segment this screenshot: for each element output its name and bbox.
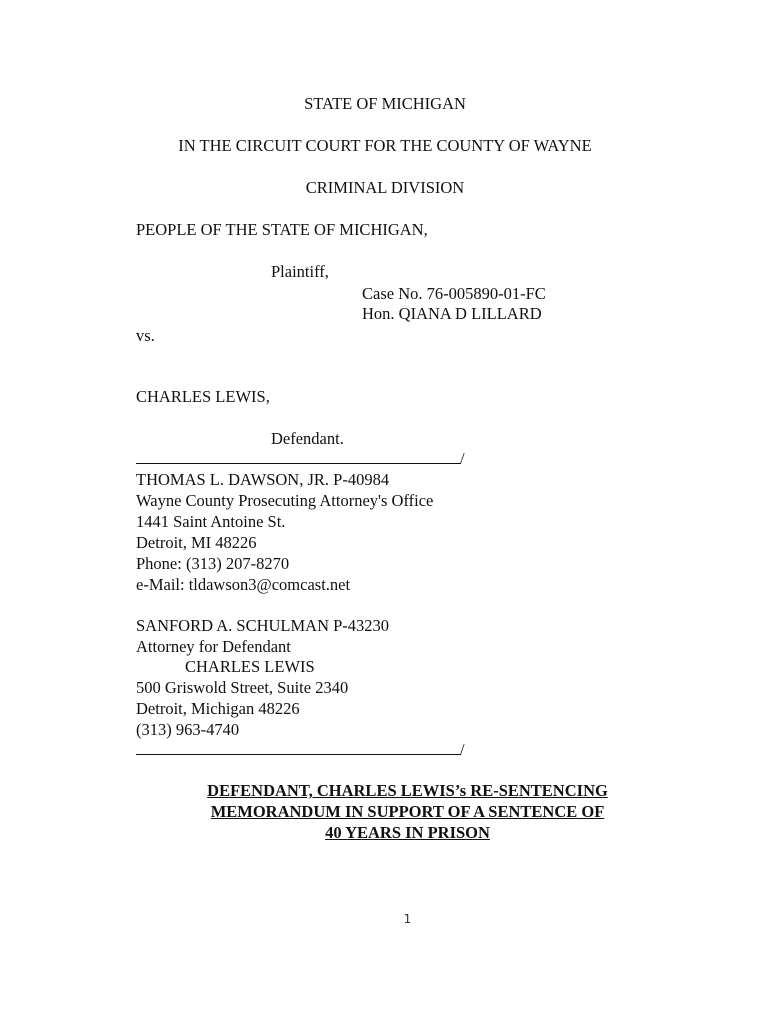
document-title: [150, 780, 665, 843]
defense-client: CHARLES LEWIS: [185, 657, 315, 676]
state-heading: STATE OF MICHIGAN: [304, 94, 466, 113]
case-number: Case No. 76-005890-01-FC: [362, 284, 546, 303]
judge-name: Hon. QIANA D LILLARD: [362, 304, 542, 323]
prosecutor-office: Wayne County Prosecuting Attorney's Office: [136, 491, 434, 510]
versus-label: vs.: [136, 326, 155, 345]
defense-rule: [136, 754, 461, 755]
prosecutor-name: THOMAS L. DAWSON, JR. P-40984: [136, 470, 390, 489]
page-number: 1: [403, 912, 412, 926]
defense-role: Attorney for Defendant: [136, 637, 291, 656]
prosecutor-city: Detroit, MI 48226: [136, 533, 257, 552]
title-line-3: 40 YEARS IN PRISON: [325, 823, 490, 842]
caption-rule-end: /: [460, 449, 465, 468]
title-line-1: DEFENDANT, CHARLES LEWIS’s RE-SENTENCING: [207, 781, 608, 800]
plaintiff-role: Plaintiff,: [271, 262, 329, 281]
defense-phone: (313) 963-4740: [136, 720, 240, 739]
court-heading: IN THE CIRCUIT COURT FOR THE COUNTY OF WAYNE: [178, 136, 592, 155]
plaintiff-name: PEOPLE OF THE STATE OF MICHIGAN,: [136, 220, 428, 239]
defendant-role: Defendant.: [271, 429, 344, 448]
division-heading: CRIMINAL DIVISION: [305, 178, 465, 197]
defense-city: Detroit, Michigan 48226: [136, 699, 300, 718]
defendant-name: CHARLES LEWIS,: [136, 387, 270, 406]
defense-street: 500 Griswold Street, Suite 2340: [136, 678, 349, 697]
title-line-2: MEMORANDUM IN SUPPORT OF A SENTENCE OF: [210, 802, 605, 821]
caption-rule: [136, 463, 461, 464]
prosecutor-email: e-Mail: tldawson3@comcast.net: [136, 575, 351, 594]
defense-name: SANFORD A. SCHULMAN P-43230: [136, 616, 390, 635]
prosecutor-phone: Phone: (313) 207-8270: [136, 554, 290, 573]
defense-rule-end: /: [460, 740, 465, 759]
prosecutor-street: 1441 Saint Antoine St.: [136, 512, 286, 531]
